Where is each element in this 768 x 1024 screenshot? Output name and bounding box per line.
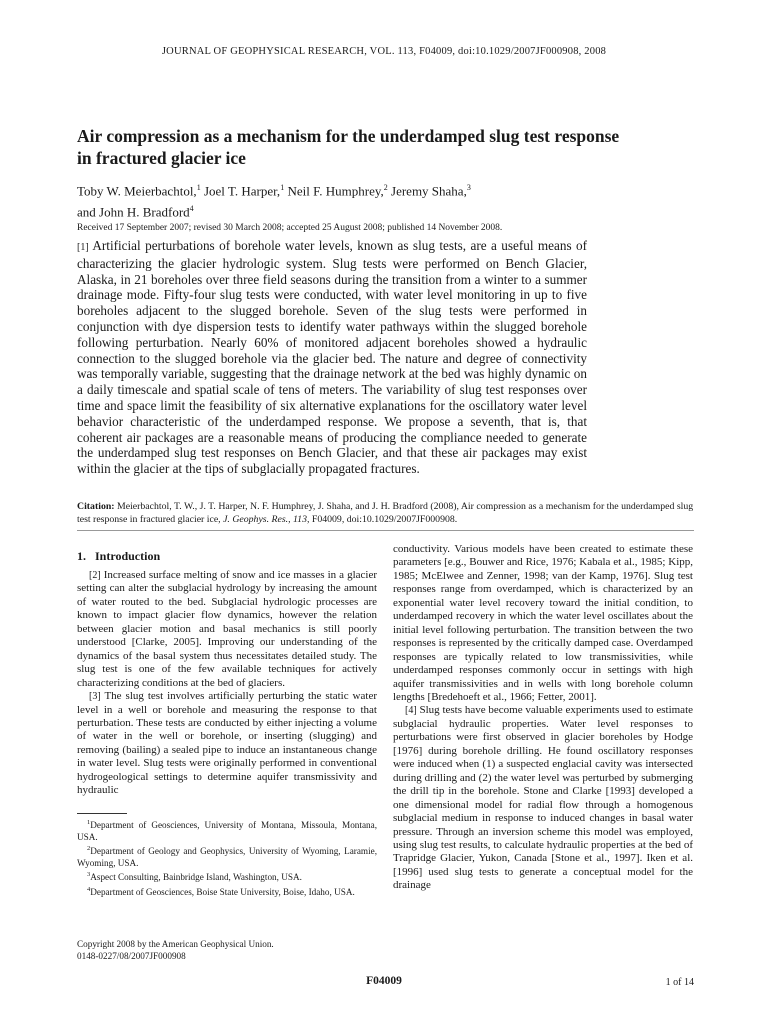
copyright-notice (77, 939, 377, 962)
affiliation-marker: 1 (280, 183, 285, 192)
body-paragraph (393, 704, 693, 892)
body-paragraph (77, 569, 377, 690)
author-name: Joel T. Harper, (203, 183, 281, 199)
issn-line: 0148-0227/08/2007JF000908 (77, 950, 186, 961)
paragraph-text: Slug tests have become valuable experiments used to estimate subglacial hydraulic properties. Water level responses to perturbations were first observed in glacier boreholes by Hodge [1976] during borehole drilling. He found oscillatory responses were induced when (1) a suspected englacial cavity was intersected during drilling and (2) the water level was perturbed by submerging the drill tip in the borehole. Stone and Clarke [1993] developed a one dimensional model for radial flow through a homogenous subglacial medium in response to induced changes in basal water pressure. Through an inversion scheme this model was employed, using slug test results, to calculate hydraulic properties at the bed of Trapridge Glacier, Yukon, Canada [Stone et al., 1997]. Iken et al. [1996] used slug tests to generate a conceptual model for the drainage (393, 704, 694, 892)
footnote-text: Department of Geosciences, Boise State University, Boise, Idaho, USA. (90, 886, 355, 897)
abstract (77, 238, 587, 477)
copyright-line: Copyright 2008 by the American Geophysical Union. (77, 939, 274, 949)
section-number: 1. (77, 549, 86, 563)
footnote-text: Department of Geosciences, University of Montana, Missoula, Montana, USA. (77, 820, 377, 842)
article-id: F04009 (366, 975, 402, 987)
affiliation-marker: 1 (196, 183, 201, 192)
paragraph-text: The slug test involves artificially perturbing the static water level in a well or borehole and measuring the response to that perturbation. These tests are conducted by either injecting a volume of water in the well or borehole, or inserting (slugging) and removing (bailing) a sealed pipe to induce an instantaneous change in water level. Slug tests were originally performed in conventional hydrogeological settings to determine aquifer transmissivity and hydraulic (77, 690, 377, 797)
body-paragraph (393, 543, 693, 704)
footnote-marker: 3 (87, 871, 91, 879)
citation-label: Citation: (77, 501, 115, 512)
footnote (77, 884, 377, 899)
affiliation-marker: 3 (466, 183, 471, 192)
author-list (77, 179, 637, 222)
footnote-marker: 1 (87, 819, 91, 826)
section-title: Introduction (95, 549, 161, 563)
footnote-text: Department of Geology and Geophysics, University of Wyoming, Laramie, Wyoming, USA. (77, 846, 377, 868)
paragraph-number: [4] (405, 705, 417, 717)
author-name: Toby W. Meierbachtol, (77, 183, 197, 199)
citation-text: Meierbachtol, T. W., J. T. Harper, N. F. Humphrey, J. Shaha, and J. H. Bradford (2008), Air compression as a mechanism for the underdamped slug test response in fractured glacier ice, (77, 501, 694, 525)
abstract-text: Artificial perturbations of borehole water levels, known as slug tests, are a useful means of characterizing the glacier hydrologic system. Slug tests were performed on Bench Glacier, Alaska, in 21 boreholes over three field seasons during the transition from a winter to a summer drainage mode. Fifty-four slug tests were conducted, with water level monitoring in up to five boreholes adjacent to the slugged borehole. Seven of the slug tests were performed in conjunction with dye dispersion tests to identify water pathways within the slugged borehole following perturbation. Nearly 60% of monitored adjacent boreholes showed a hydraulic connection to the slugged borehole via the glacier bed. The nature and degree of connectivity was temporally variable, suggesting that the drainage network at the bed was highly dynamic on a daily timescale and spatial scale of tens of meters. The variability of slug test responses over time and space limit the feasibility of six alternative explanations for the oscillatory water level behavior characteristic of the underdamped response. We propose a seventh, that is, that coherent air packages are a reasonable means of producing the compliance needed to generate the underdamped slug test responses on Bench Glacier, and that these air packages may exist within the glacier at the tips of subglacially propagated fractures. (77, 238, 587, 477)
author-name: Jeremy Shaha, (391, 183, 467, 199)
left-column (77, 549, 377, 798)
paragraph-number: [3] (89, 691, 101, 703)
received-dates: Received 17 September 2007; revised 30 March 2008; accepted 25 August 2008; published 14 November 2008. (77, 223, 503, 233)
affiliation-marker: 2 (383, 183, 388, 192)
body-paragraph (77, 690, 377, 798)
affiliation-footnotes (77, 817, 377, 898)
author-name: Neil F. Humphrey, (287, 183, 384, 199)
footnote-marker: 4 (87, 885, 91, 893)
author-name: and John H. Bradford (77, 204, 190, 220)
page-number: 1 of 14 (665, 977, 694, 988)
footnote-marker: 2 (87, 845, 91, 853)
footnote-text: Aspect Consulting, Bainbridge Island, Washington, USA. (90, 872, 302, 883)
paragraph-text: conductivity. Various models have been created to estimate these parameters [e.g., Bouwer and Rice, 1976; Kabala et al., 1985; Kipp, 1985; McElwee and Zenner, 1998; van der Kamp, 1976]. Slug test responses range from overdamped, which is characterized by an exponential water level recovery toward the initial condition, to underdamped recovery in which the water level oscillates about the initial level following perturbation. The transition between the two responses is represented by the critically damped case. Overdamped responses are typically related to low transmissivities, while underdamped responses commonly occur in settings with high aquifer transmissivities and in wells with long borehole column lengths [Bredehoeft et al., 1966; Fetter, 2001]. (393, 543, 693, 703)
right-column (393, 543, 693, 893)
divider (77, 530, 694, 531)
citation-journal: J. Geophys. Res., 113, (223, 514, 310, 525)
paragraph-number: [1] (77, 242, 89, 253)
affiliation-marker: 4 (189, 204, 194, 214)
citation (77, 500, 697, 526)
paragraph-number: [2] (89, 570, 101, 581)
footnote (77, 869, 377, 884)
footnote (77, 817, 377, 843)
footnote (77, 843, 377, 869)
article-title: Air compression as a mechanism for the underdamped slug test response in fractured glacier ice (77, 126, 620, 168)
paragraph-text: Increased surface melting of snow and ice masses in a glacier setting can alter the subglacial hydrology by increasing the amount of water routed to the bed. Subglacial hydrologic processes are known to impact glacier flow dynamics, however the relation between glacier motion and basal mechanics is still poorly understood [Clarke, 2005]. Improving our understanding of the dynamics of the basal system thus necessitates detailed study. The slug test is one of the few available techniques for actively characterizing conditions at the bed of glaciers. (77, 569, 377, 689)
section-heading (77, 549, 377, 563)
running-head: JOURNAL OF GEOPHYSICAL RESEARCH, VOL. 113, F04009, doi:10.1029/2007JF000908, 2008 (161, 46, 607, 57)
footnote-divider (77, 813, 127, 814)
citation-tail: F04009, doi:10.1029/2007JF000908. (311, 514, 458, 525)
